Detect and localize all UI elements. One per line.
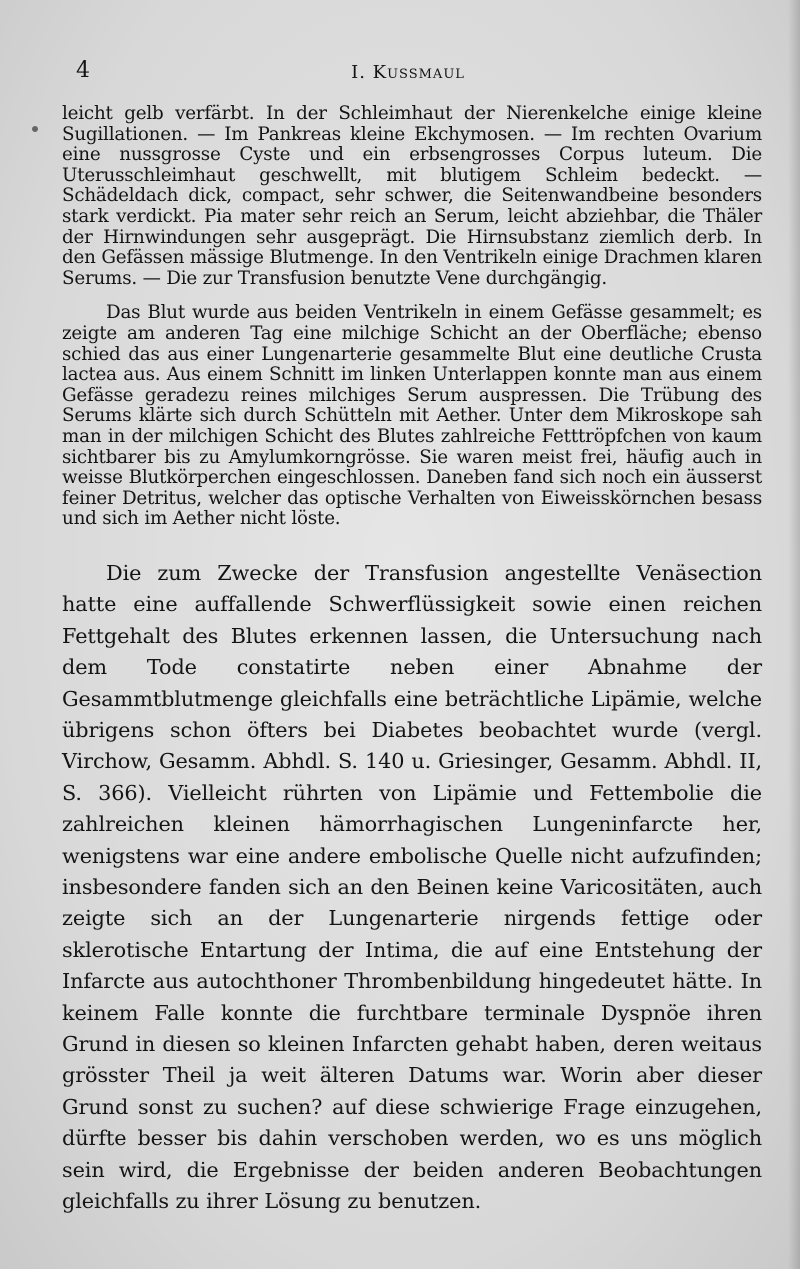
body-text: [62, 104, 762, 1217]
page-header: [76, 58, 740, 88]
paragraph-blood-findings: Das Blut wurde aus beiden Ventrikeln in einem Gefässe gesammelt; es zeigte am anderen Tag eine milchige Schicht an der Oberfläche; ebenso schied das aus einer Lungenarterie gesammelte Blut eine deutliche Crusta lactea aus. Aus einem Schnitt im linken Unterlappen konnte man aus einem Gefässe geradezu reines milchiges Serum auspressen. Die Trübung des Serums klärte sich durch Schütteln mit Aether. Unter dem Mikroskope sah man in der milchigen Schicht des Blutes zahlreiche Fetttröpfchen von kaum sichtbarer bis zu Amylumkorngrösse. Sie waren meist frei, häufig auch in weisse Blutkörperchen eingeschlossen. Daneben fand sich noch ein äusserst feiner Detritus, welcher das optische Verhalten von Eiweisskörnchen besass und sich im Aether nicht löste.: [62, 302, 762, 530]
page-edge-shadow: [788, 0, 800, 1269]
ink-speck: [32, 126, 38, 132]
paragraph-autopsy-findings: leicht gelb verfärbt. In der Schleimhaut der Nierenkelche einige kleine Sugillationen. — Im Pankreas kleine Ekchymosen. — Im rechten Ovarium eine nussgrosse Cyste und ein erbsengrosses Corpus luteum. Die Uterusschleimhaut geschwellt, mit blutigem Schleim bedeckt. — Schädeldach dick, compact, sehr schwer, die Seitenwandbeine besonders stark verdickt. Pia mater sehr reich an Serum, leicht abziehbar, die Thäler der Hirnwindungen sehr ausgeprägt. Die Hirnsubstanz ziemlich derb. In den Gefässen mässige Blutmenge. In den Ventrikeln einige Drachmen klaren Serums. — Die zur Transfusion benutzte Vene durchgängig.: [62, 103, 762, 289]
page-number: 4: [76, 58, 90, 83]
running-head: I. Kussmaul: [351, 62, 465, 83]
paragraph-discussion: Die zum Zwecke der Transfusion angestellte Venäsection hatte eine auffallende Schwerflüssigkeit sowie einen reichen Fettgehalt des Blutes erkennen lassen, die Untersuchung nach dem Tode constatirte neben einer Abnahme der Gesammtblutmenge gleichfalls eine beträchtliche Lipämie, welche übrigens schon öfters bei Diabetes beobachtet wurde (vergl. Virchow, Gesamm. Abhdl. S. 140 u. Griesinger, Gesamm. Abhdl. II, S. 366). Vielleicht rührten von Lipämie und Fettembolie die zahlreichen kleinen hämorrhagischen Lungeninfarcte her, wenigstens war eine andere embolische Quelle nicht aufzufinden; insbesondere fanden sich an den Beinen keine Varicositäten, auch zeigte sich an der Lungenarterie nirgends fettige oder sklerotische Entartung der Intima, die auf eine Entstehung der Infarcte aus autochthoner Thrombenbildung hingedeutet hätte. In keinem Falle konnte die furchtbare terminale Dyspnöe ihren Grund in diesen so kleinen Infarcten gehabt haben, deren weitaus grösster Theil ja weit älteren Datums war. Worin aber dieser Grund sonst zu suchen? auf diese schwierige Frage einzugehen, dürfte besser bis dahin verschoben werden, wo es uns möglich sein wird, die Ergebnisse der beiden anderen Beobachtungen gleichfalls zu ihrer Lösung zu benutzen.: [62, 560, 762, 1213]
